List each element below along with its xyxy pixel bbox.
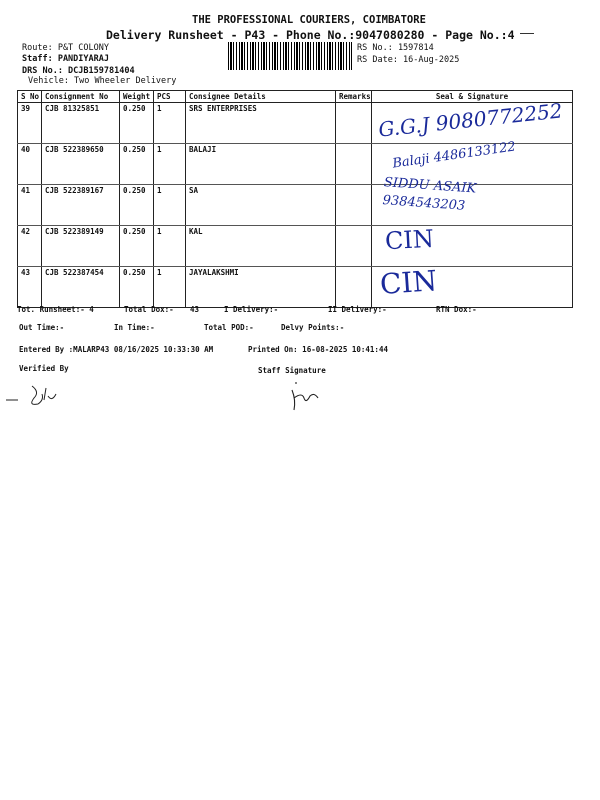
- printed-on: Printed On: 16-08-2025 10:41:44: [248, 345, 388, 354]
- cell-weight: 0.250: [120, 226, 154, 267]
- cell-pcs: 1: [154, 267, 186, 308]
- cell-sno: 41: [18, 185, 42, 226]
- staff-signature-label: Staff Signature: [258, 366, 326, 375]
- ii-delivery: II Delivery:-: [328, 305, 387, 314]
- cell-remarks: [336, 226, 372, 267]
- col-consignee: Consignee Details: [186, 91, 336, 103]
- entered-by: Entered By :MALARP43 08/16/2025 10:33:30 AM: [19, 345, 214, 354]
- table-row: [18, 267, 573, 308]
- col-weight: Weight: [120, 91, 154, 103]
- tot-runsheet: Tot. Runsheet:- 4: [17, 305, 94, 314]
- cell-sno: 42: [18, 226, 42, 267]
- cell-weight: 0.250: [120, 267, 154, 308]
- barcode: [228, 42, 352, 70]
- cell-weight: 0.250: [120, 185, 154, 226]
- cell-pcs: 1: [154, 185, 186, 226]
- rs-date: RS Date: 16-Aug-2025: [357, 55, 460, 65]
- cell-pcs: 1: [154, 144, 186, 185]
- vehicle: Vehicle: Two Wheeler Delivery: [28, 76, 177, 86]
- handwritten-signature: G.G.J 9080772252: [377, 98, 564, 142]
- table-row: [18, 226, 573, 267]
- cell-consignee: SRS ENTERPRISES: [186, 103, 336, 144]
- total-pod: Total POD:-: [204, 323, 254, 332]
- cell-pcs: 1: [154, 103, 186, 144]
- col-pcs: PCS: [154, 91, 186, 103]
- cell-consignment: CJB 81325851: [42, 103, 120, 144]
- cell-sno: 40: [18, 144, 42, 185]
- runsheet-title: Delivery Runsheet - P43 - Phone No.:9047080280 - Page No.:4: [106, 28, 515, 42]
- col-remarks: Remarks: [336, 91, 372, 103]
- total-dox-label: Total Dox:-: [124, 305, 174, 314]
- staff-signature-scribble: [286, 378, 326, 418]
- delvy-points: Delvy Points:-: [281, 323, 345, 332]
- in-time: In Time:-: [114, 323, 155, 332]
- cell-weight: 0.250: [120, 144, 154, 185]
- rtn-dox: RTN Dox:-: [436, 305, 477, 314]
- cell-consignment: CJB 522389167: [42, 185, 120, 226]
- staff: Staff: PANDIYARAJ: [22, 54, 109, 64]
- cell-consignment: CJB 522389149: [42, 226, 120, 267]
- handwritten-signature: Balaji 4486133122: [391, 139, 517, 172]
- cell-sno: 39: [18, 103, 42, 144]
- route: Route: P&T COLONY: [22, 43, 109, 53]
- cell-consignee: JAYALAKSHMI: [186, 267, 336, 308]
- cell-remarks: [336, 144, 372, 185]
- cell-remarks: [336, 267, 372, 308]
- cell-weight: 0.250: [120, 103, 154, 144]
- cell-consignee: SA: [186, 185, 336, 226]
- cell-consignment: CJB 522387454: [42, 267, 120, 308]
- total-dox-value: 43: [190, 305, 200, 314]
- col-signature: Seal & Signature: [372, 91, 573, 103]
- rs-number: RS No.: 1597814: [357, 43, 434, 53]
- col-sno: S No: [18, 91, 42, 103]
- handwritten-signature: CIN: [384, 224, 435, 256]
- handwritten-signature: CIN: [378, 264, 439, 301]
- drs-number: DRS No.: DCJB159781404: [22, 66, 135, 76]
- cell-sno: 43: [18, 267, 42, 308]
- verified-by: Verified By: [19, 364, 69, 373]
- table-header-row: [18, 91, 573, 103]
- cell-consignee: KAL: [186, 226, 336, 267]
- cell-pcs: 1: [154, 226, 186, 267]
- handwritten-signature: SIDDU ASAIK 9384543203: [382, 175, 477, 214]
- cell-remarks: [336, 185, 372, 226]
- i-delivery: I Delivery:-: [224, 305, 279, 314]
- verified-signature-scribble: [4, 380, 64, 410]
- cell-remarks: [336, 103, 372, 144]
- col-consignment: Consignment No: [42, 91, 120, 103]
- stray-mark: [520, 33, 534, 34]
- cell-consignee: BALAJI: [186, 144, 336, 185]
- company-name: THE PROFESSIONAL COURIERS, COIMBATORE: [192, 14, 426, 26]
- cell-consignment: CJB 522389650: [42, 144, 120, 185]
- out-time: Out Time:-: [19, 323, 65, 332]
